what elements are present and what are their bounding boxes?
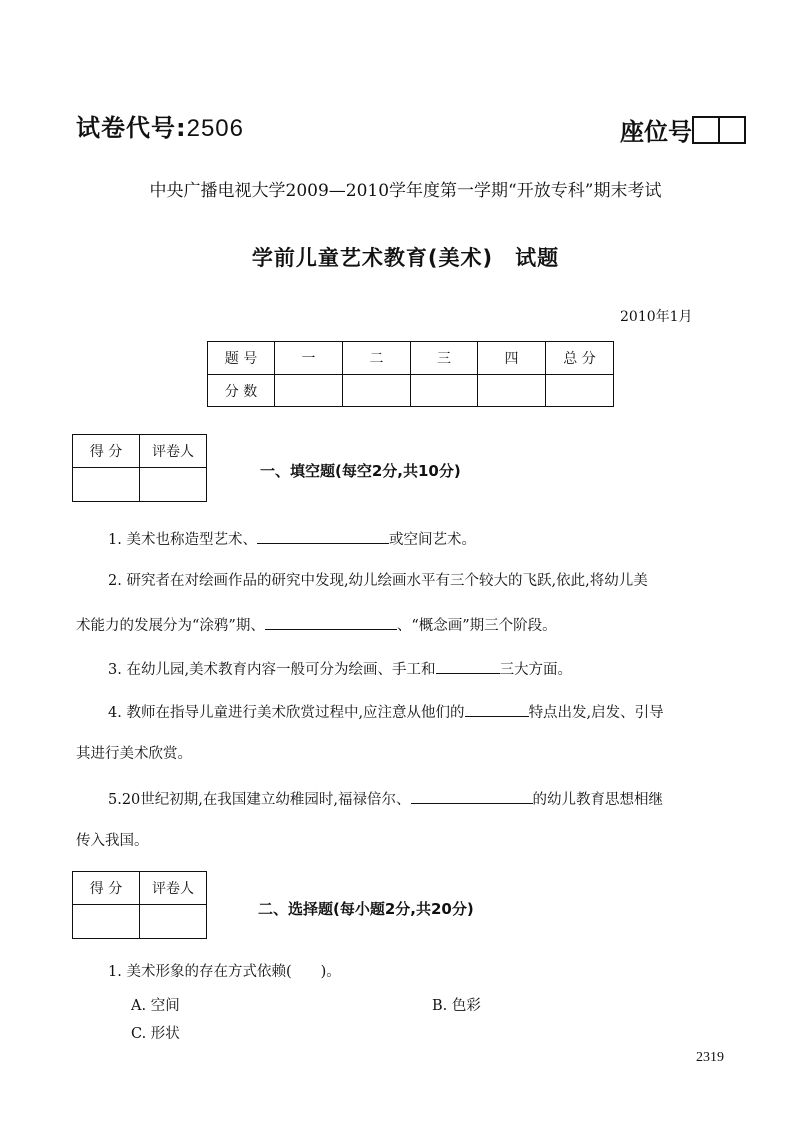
grader-name-cell bbox=[140, 905, 207, 939]
question-1-5-line-1: 5.20世纪初期,在我国建立幼稚园时,福禄倍尔、 的幼儿教育思想相继 bbox=[108, 788, 663, 810]
score-cell bbox=[343, 375, 411, 407]
exam-title bbox=[0, 242, 811, 272]
grader-score-cell bbox=[73, 905, 140, 939]
score-table-col-3: 三 bbox=[411, 342, 478, 375]
page-number: 2319 bbox=[696, 1050, 724, 1065]
exam-title-main: 学前儿童艺术教育(美术) bbox=[251, 246, 494, 270]
option-c: C. 形状 bbox=[131, 1026, 180, 1042]
question-1-2-line-2: 术能力的发展分为“涂鸦”期、 、“概念画”期三个阶段。 bbox=[76, 614, 557, 636]
seat-number-label: 座位号 bbox=[620, 118, 692, 146]
answer-blank bbox=[436, 658, 500, 674]
score-table-col-2: 二 bbox=[343, 342, 411, 375]
question-1-1: 1. 美术也称造型艺术、 或空间艺术。 bbox=[108, 528, 476, 550]
grader-score-cell bbox=[73, 468, 140, 502]
answer-blank bbox=[465, 701, 529, 717]
score-table bbox=[207, 341, 614, 407]
score-table-col-1: 一 bbox=[275, 342, 343, 375]
paper-code bbox=[76, 108, 244, 143]
question-1-4-line-2: 其进行美术欣赏。 bbox=[76, 746, 192, 762]
answer-blank bbox=[265, 614, 397, 630]
grader-score-label: 得 分 bbox=[73, 435, 140, 468]
option-a: A. 空间 bbox=[131, 998, 180, 1014]
paper-code-number: 2506 bbox=[186, 115, 244, 142]
score-cell bbox=[275, 375, 343, 407]
score-table-header-label: 题 号 bbox=[208, 342, 275, 375]
grader-name-cell bbox=[140, 468, 207, 502]
question-1-3: 3. 在幼儿园,美术教育内容一般可分为绘画、手工和 三大方面。 bbox=[108, 658, 572, 680]
section-1-heading: 一、填空题(每空2分,共10分) bbox=[260, 462, 461, 480]
score-cell bbox=[478, 375, 546, 407]
seat-box-1 bbox=[692, 116, 720, 144]
grader-name-label: 评卷人 bbox=[140, 872, 207, 905]
seat-box-2 bbox=[720, 116, 746, 144]
score-table-col-total: 总 分 bbox=[546, 342, 614, 375]
paper-code-label: 试卷代号: bbox=[76, 114, 187, 142]
answer-blank bbox=[411, 788, 533, 804]
question-1-4-line-1: 4. 教师在指导儿童进行美术欣赏过程中,应注意从他们的 特点出发,启发、引导 bbox=[108, 701, 664, 723]
option-b: B. 色彩 bbox=[432, 998, 481, 1014]
grader-score-label: 得 分 bbox=[73, 872, 140, 905]
question-1-5-line-2: 传入我国。 bbox=[76, 833, 149, 849]
exam-date: 2010年1月 bbox=[620, 309, 693, 325]
section-2-heading: 二、选择题(每小题2分,共20分) bbox=[258, 900, 474, 918]
grader-name-label: 评卷人 bbox=[140, 435, 207, 468]
score-cell bbox=[411, 375, 478, 407]
seat-number bbox=[620, 112, 746, 147]
exam-title-suffix: 试题 bbox=[515, 246, 560, 270]
score-table-row-label: 分 数 bbox=[208, 375, 275, 407]
answer-blank bbox=[257, 528, 389, 544]
question-2-1-stem: 1. 美术形象的存在方式依赖( )。 bbox=[108, 964, 341, 980]
grader-box-section-1 bbox=[72, 434, 207, 502]
university-line: 中央广播电视大学2009—2010学年度第一学期“开放专科”期末考试 bbox=[149, 181, 662, 201]
score-cell bbox=[546, 375, 614, 407]
grader-box-section-2 bbox=[72, 871, 207, 939]
question-1-2-line-1: 2. 研究者在对绘画作品的研究中发现,幼儿绘画水平有三个较大的飞跃,依此,将幼儿美 bbox=[108, 573, 648, 589]
score-table-col-4: 四 bbox=[478, 342, 546, 375]
